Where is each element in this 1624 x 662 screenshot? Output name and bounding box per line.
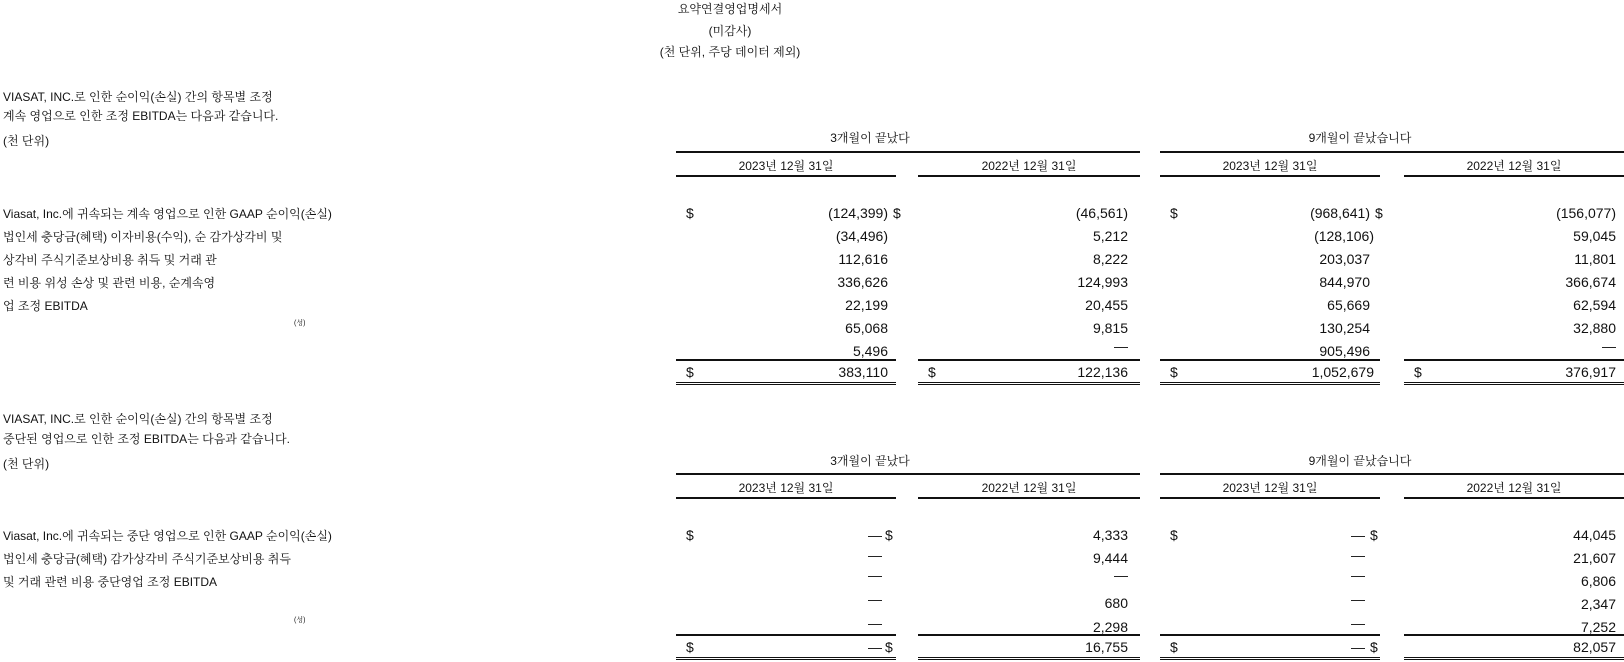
section1-total-rule-1 <box>676 382 896 385</box>
table-cell: 9,444 <box>1092 550 1128 566</box>
table-cell: (46,561) <box>1075 205 1128 221</box>
section2-subtotal-rule-2 <box>918 634 1140 636</box>
table-cell: 905,496 <box>1319 343 1370 359</box>
table-cell: — <box>1351 615 1365 631</box>
currency-sign: $ <box>1370 527 1378 543</box>
unit-note: (천 단위, 주당 데이터 제외) <box>659 45 801 59</box>
table-cell: 62,594 <box>1573 297 1616 313</box>
table-cell: — <box>868 527 882 543</box>
currency-sign: $ <box>686 639 694 655</box>
section2-subtotal-rule-3 <box>1160 634 1380 636</box>
currency-sign: $ <box>686 205 694 221</box>
section2-total-rule-4 <box>1404 657 1624 660</box>
table-cell: 11,801 <box>1574 251 1616 267</box>
section1-header-rule-1 <box>676 175 896 177</box>
section1-col-header-2: 2022년 12월 31일 <box>981 159 1077 173</box>
table-cell: 59,045 <box>1573 228 1616 244</box>
section2-col-header-2: 2022년 12월 31일 <box>981 481 1077 495</box>
section2-subtotal-rule-1 <box>676 634 896 636</box>
section2-unit: (천 단위) <box>3 457 50 471</box>
section2-period-rule-9m <box>1160 473 1624 475</box>
table-cell: 9,815 <box>1092 320 1128 336</box>
table-cell: 22,199 <box>845 297 888 313</box>
currency-sign: $ <box>686 527 694 543</box>
section2-subtotal-rule-4 <box>1404 634 1624 636</box>
section1-total-rule-4 <box>1404 382 1624 385</box>
section1-period-9m: 9개월이 끝났습니다 <box>1308 131 1412 145</box>
table-cell: 8,222 <box>1092 251 1128 267</box>
section1-header-rule-4 <box>1404 175 1624 177</box>
table-cell: (34,496) <box>835 228 888 244</box>
currency-sign: $ <box>1370 639 1378 655</box>
section1-header-rule-3 <box>1160 175 1380 177</box>
table-cell: 844,970 <box>1319 274 1370 290</box>
table-cell: — <box>868 591 882 607</box>
section1-label-line: 련 비용 위성 손상 및 관련 비용, 순계속영 <box>3 276 216 290</box>
table-cell: 21,607 <box>1573 550 1616 566</box>
currency-sign: $ <box>1170 639 1178 655</box>
total-cell: 376,917 <box>1565 364 1616 380</box>
table-cell: 5,496 <box>852 343 888 359</box>
table-cell: (124,399) <box>828 205 888 221</box>
table-cell: — <box>868 615 882 631</box>
section1-col-header-4: 2022년 12월 31일 <box>1466 159 1562 173</box>
table-cell: 65,669 <box>1327 297 1370 313</box>
currency-sign: $ <box>928 364 936 380</box>
table-cell: 112,616 <box>838 251 888 267</box>
table-cell: — <box>1351 591 1365 607</box>
table-cell: 20,455 <box>1085 297 1128 313</box>
table-cell: — <box>1602 338 1616 354</box>
section1-period-rule-9m <box>1160 151 1624 153</box>
table-cell: — <box>1351 527 1365 543</box>
section1-col-header-3: 2023년 12월 31일 <box>1222 159 1318 173</box>
table-cell: — <box>1351 567 1365 583</box>
section1-label-line: Viasat, Inc.에 귀속되는 계속 영업으로 인한 GAAP 순이익(손실) <box>3 207 332 221</box>
section2-total-rule-2 <box>918 657 1140 660</box>
section2-col-header-4: 2022년 12월 31일 <box>1466 481 1562 495</box>
table-cell: 203,037 <box>1319 251 1370 267</box>
section1-heading-line2: 계속 영업으로 인한 조정 EBITDA는 다음과 같습니다. <box>3 109 279 123</box>
total-cell: 383,110 <box>838 364 888 380</box>
section1-subtotal-rule-4 <box>1404 359 1624 361</box>
table-cell: 65,068 <box>845 320 888 336</box>
table-cell: 6,806 <box>1580 573 1616 589</box>
section2-heading-line2: 중단된 영업으로 인한 조정 EBITDA는 다음과 같습니다. <box>3 432 290 446</box>
total-cell: — <box>1351 639 1365 655</box>
table-cell: (156,077) <box>1556 205 1616 221</box>
currency-sign: $ <box>1170 364 1178 380</box>
table-cell: — <box>1114 567 1128 583</box>
currency-sign: $ <box>893 205 901 221</box>
section2-label-line: 법인세 충당금(혜택) 감가상각비 주식기준보상비용 취득 <box>3 552 291 566</box>
table-cell: — <box>1351 547 1365 563</box>
section2-header-rule-2 <box>918 497 1140 499</box>
section2-footnote-marker: (성) <box>294 617 306 624</box>
section2-col-header-1: 2023년 12월 31일 <box>738 481 834 495</box>
section1-subtotal-rule-2 <box>918 359 1140 361</box>
section2-header-rule-3 <box>1160 497 1380 499</box>
table-cell: 366,674 <box>1565 274 1616 290</box>
statement-subtitle: (미감사) <box>708 24 752 38</box>
section1-label-line: 상각비 주식기준보상비용 취득 및 거래 관 <box>3 253 217 267</box>
table-cell: 2,347 <box>1580 596 1616 612</box>
section2-period-3m: 3개월이 끝났다 <box>830 454 910 468</box>
section1-total-rule-2 <box>918 382 1140 385</box>
table-cell: 4,333 <box>1092 527 1128 543</box>
section2-label-line: 및 거래 관련 비용 중단영업 조정 EBITDA <box>3 575 218 589</box>
currency-sign: $ <box>885 527 893 543</box>
currency-sign: $ <box>1170 205 1178 221</box>
section2-total-rule-3 <box>1160 657 1380 660</box>
total-cell: 82,057 <box>1573 639 1616 655</box>
section2-total-rule-1 <box>676 657 896 660</box>
currency-sign: $ <box>1375 205 1383 221</box>
currency-sign: $ <box>1414 364 1422 380</box>
table-cell: 124,993 <box>1077 274 1128 290</box>
total-cell: 1,052,679 <box>1311 364 1374 380</box>
table-cell: — <box>868 567 882 583</box>
table-cell: 130,254 <box>1319 320 1370 336</box>
section2-heading-line1: VIASAT, INC.로 인한 순이익(손실) 간의 항목별 조정 <box>3 412 273 426</box>
section2-col-header-3: 2023년 12월 31일 <box>1222 481 1318 495</box>
total-cell: 122,136 <box>1077 364 1128 380</box>
table-cell: 2,298 <box>1092 619 1128 635</box>
section2-period-9m: 9개월이 끝났습니다 <box>1308 454 1412 468</box>
section2-period-rule-3m <box>676 473 1140 475</box>
section2-label-line: Viasat, Inc.에 귀속되는 중단 영업으로 인한 GAAP 순이익(손실) <box>3 529 332 543</box>
section1-header-rule-2 <box>918 175 1140 177</box>
section1-label-line: 업 조정 EBITDA <box>3 299 88 313</box>
table-cell: (968,641) <box>1310 205 1370 221</box>
section1-subtotal-rule-3 <box>1160 359 1380 361</box>
section1-unit: (천 단위) <box>3 134 50 148</box>
statement-title: 요약연결영업명세서 <box>677 2 783 16</box>
section1-period-3m: 3개월이 끝났다 <box>830 131 910 145</box>
total-cell: 16,755 <box>1085 639 1128 655</box>
table-cell: 5,212 <box>1092 228 1128 244</box>
section1-col-header-1: 2023년 12월 31일 <box>738 159 834 173</box>
table-cell: 680 <box>1104 595 1128 611</box>
table-cell: 44,045 <box>1573 527 1616 543</box>
table-cell: (128,106) <box>1314 228 1374 244</box>
section1-period-rule-3m <box>676 151 1140 153</box>
table-cell: 7,252 <box>1580 619 1616 635</box>
table-cell: 32,880 <box>1573 320 1616 336</box>
table-cell: — <box>1114 338 1128 354</box>
section1-heading-line1: VIASAT, INC.로 인한 순이익(손실) 간의 항목별 조정 <box>3 90 273 104</box>
section2-header-rule-1 <box>676 497 896 499</box>
currency-sign: $ <box>686 364 694 380</box>
currency-sign: $ <box>885 639 893 655</box>
table-cell: 336,626 <box>837 274 888 290</box>
total-cell: — <box>868 639 882 655</box>
section1-subtotal-rule-1 <box>676 359 896 361</box>
section1-footnote-marker: (성) <box>294 320 306 327</box>
table-cell: — <box>868 547 882 563</box>
section2-header-rule-4 <box>1404 497 1624 499</box>
currency-sign: $ <box>1170 527 1178 543</box>
section1-total-rule-3 <box>1160 382 1380 385</box>
section1-label-line: 법인세 충당금(혜택) 이자비용(수익), 순 감가상각비 및 <box>3 230 283 244</box>
